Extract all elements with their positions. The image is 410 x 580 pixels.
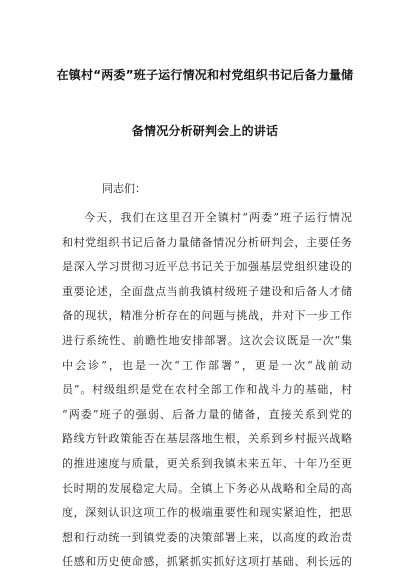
document-title-line-1: 在镇村“两委”班子运行情况和村党组织书记后备力量储: [56, 68, 354, 82]
body-line: 路线方针政策能否在基层落地生根，关系到乡村振兴战略: [62, 432, 352, 446]
body-line: 今天，我们在这里召开全镇村“两委”班子运行情况: [84, 211, 352, 224]
salutation: 同志们：: [102, 182, 146, 195]
document-title-line-2: 备情况分析研判会上的讲话: [131, 124, 279, 138]
body-line: 长时期的发展稳定大局。全镇上下务必从战略和全局的高: [62, 481, 352, 495]
body-line: 重要论述，全面盘点当前我镇村级班子建设和后备人才储: [62, 284, 352, 298]
body-line: 想和行动统一到镇党委的决策部署上来，以高度的政治责: [62, 530, 352, 544]
body-line: 任感和历史使命感，抓紧抓实抓好这项打基础、利长远的: [62, 555, 352, 569]
body-line: 中会诊”，也是一次“工作部署”，更是一次“战前动: [62, 358, 352, 372]
speech-body: [62, 206, 352, 575]
body-line: 的推进速度与质量，更关系到我镇未来五年、十年乃至更: [62, 456, 352, 470]
body-line: 备的现状，精准分析存在的问题与挑战，并对下一步工作: [62, 309, 352, 323]
body-line: 和村党组织书记后备力量储备情况分析研判会，主要任务: [62, 235, 352, 249]
body-line: 进行系统性、前瞻性地安排部署。这次会议既是一次“集: [62, 333, 352, 347]
body-line: 度，深刻认识这项工作的极端重要性和现实紧迫性，把思: [62, 506, 352, 520]
body-line: 是深入学习贯彻习近平总书记关于加强基层党组织建设的: [62, 260, 352, 274]
body-line: “两委”班子的强弱、后备力量的储备，直接关系到党的: [62, 407, 352, 421]
body-line: 员”。村级组织是党在农村全部工作和战斗力的基础，村: [62, 383, 352, 397]
